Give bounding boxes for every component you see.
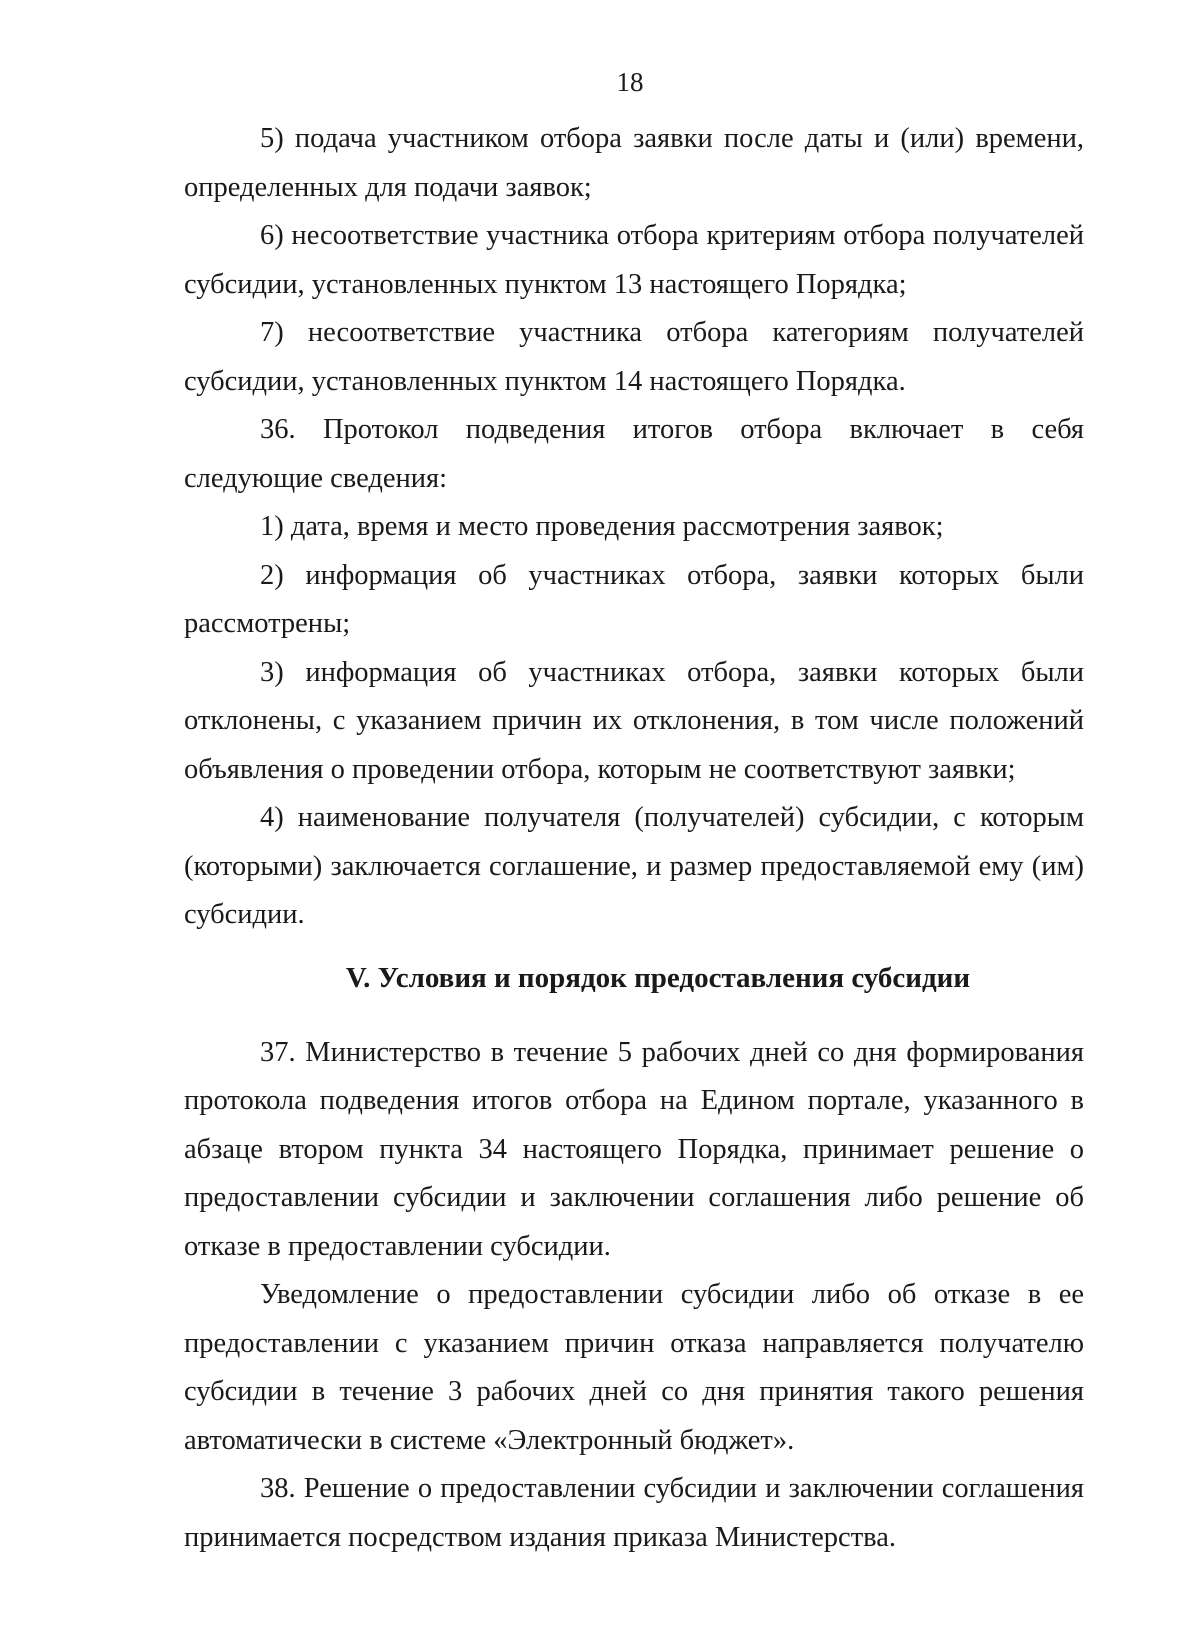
- section-heading: V. Условия и порядок предоставления субсидии: [345, 961, 971, 994]
- paragraph-clause-36: 36. Протокол подведения итогов отбора включает в себя следующие сведения:: [184, 414, 1084, 494]
- spacer: [184, 940, 1084, 954]
- paragraph-item-3: 3) информация об участниках отбора, заявки которых были отклонены, с указанием причин их отклонения, в том числе положений объявления о проведении отбора, которым не соответствуют заявки;: [184, 656, 1084, 785]
- paragraph-item-4: 4) наименование получателя (получателей) субсидии, с которым (которыми) заключается соглашение, и размер предоставляемой ему (им) субсидии.: [184, 802, 1084, 930]
- paragraph-item-5: 5) подача участником отбора заявки после даты и (или) времени, определенных для подачи заявок;: [184, 123, 1084, 203]
- paragraph-item-1: 1) дата, время и место проведения рассмотрения заявок;: [260, 511, 944, 542]
- paragraph-clause-38: 38. Решение о предоставлении субсидии и заключении соглашения принимается посредством издания приказа Министерства.: [184, 1473, 1084, 1553]
- paragraph-item-6: 6) несоответствие участника отбора критериям отбора получателей субсидии, установленных пунктом 13 настоящего Порядка;: [184, 220, 1084, 300]
- page-number: 18: [616, 67, 644, 97]
- paragraph-clause-37: 37. Министерство в течение 5 рабочих дней со дня формирования протокола подведения итогов отбора на Едином портале, указанного в абзаце втором пункта 34 настоящего Порядка, принимает решение о предоставлении субсидии и заключении соглашения либо решение об отказе в предоставлении субсидии.: [184, 1036, 1084, 1262]
- spacer: [184, 1002, 1084, 1029]
- paragraph-notification: Уведомление о предоставлении субсидии либо об отказе в ее предоставлении с указанием причин отказа направляется получателю субсидии в течение 3 рабочих дней со дня принятия такого решения автоматически в системе «Электронный бюджет».: [184, 1279, 1084, 1456]
- paragraph-item-7: 7) несоответствие участника отбора категориям получателей субсидии, установленных пунктом 14 настоящего Порядка.: [184, 317, 1084, 397]
- document-body: [184, 115, 1084, 1562]
- paragraph-item-2: 2) информация об участниках отбора, заявки которых были рассмотрены;: [184, 559, 1084, 639]
